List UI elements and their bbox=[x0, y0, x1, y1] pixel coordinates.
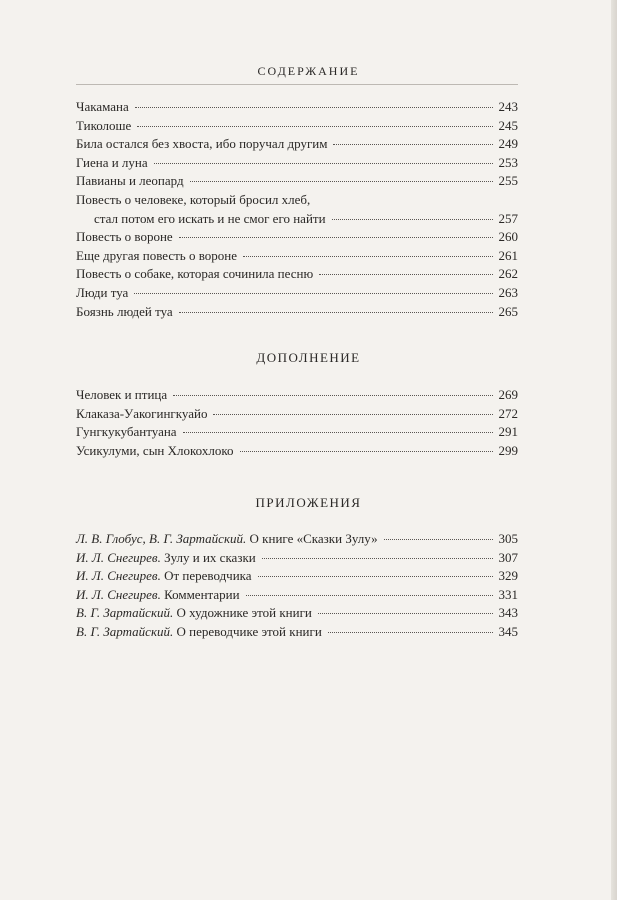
toc-entry-title: Усикулуми, сын Хлокохлоко bbox=[76, 442, 234, 458]
toc-entry-title bbox=[76, 586, 240, 605]
toc-entry-page: 343 bbox=[498, 605, 518, 621]
dot-leader bbox=[258, 576, 493, 577]
toc-entry[interactable] bbox=[76, 442, 518, 461]
dot-leader bbox=[154, 163, 493, 164]
dot-leader bbox=[173, 395, 492, 396]
toc-entry-title: Гунгкукубантуана bbox=[76, 424, 177, 440]
toc-entry-page: 262 bbox=[498, 266, 518, 282]
toc-entry-page: 249 bbox=[498, 136, 518, 152]
toc-entry-page: 261 bbox=[498, 247, 518, 263]
dot-leader bbox=[262, 558, 493, 559]
section-heading-appendices: ПРИЛОЖЕНИЯ bbox=[255, 495, 362, 510]
toc-entry[interactable] bbox=[76, 284, 518, 303]
dot-leader bbox=[134, 293, 492, 294]
toc-entry-title bbox=[76, 623, 322, 642]
section-heading-supplement: ДОПОЛНЕНИЕ bbox=[256, 350, 361, 365]
dot-leader bbox=[135, 107, 493, 108]
toc-entry-title: Повесть о собаке, которая сочинила песню bbox=[76, 266, 314, 282]
toc-entry-page: 329 bbox=[498, 568, 518, 584]
toc-entry-author: И. Л. Снегирев. bbox=[76, 568, 161, 584]
toc-entry-title: Била остался без хвоста, ибо поручал другим bbox=[76, 136, 328, 152]
toc-entry[interactable] bbox=[76, 135, 518, 154]
toc-entry-title: Боязнь людей туа bbox=[76, 303, 173, 319]
toc-entry-page: 272 bbox=[498, 405, 518, 421]
toc-entry-page: 307 bbox=[498, 549, 518, 565]
toc-entry-title: Клаказа-Уакогингкуайо bbox=[76, 405, 208, 421]
toc-entry-title bbox=[76, 549, 256, 568]
dot-leader bbox=[246, 595, 493, 596]
dot-leader bbox=[318, 613, 493, 614]
toc-entry[interactable] bbox=[76, 247, 518, 266]
dot-leader bbox=[179, 237, 493, 238]
dot-leader bbox=[243, 256, 492, 257]
toc-entry[interactable] bbox=[76, 228, 518, 247]
toc-entry[interactable] bbox=[76, 623, 518, 642]
dot-leader bbox=[332, 219, 493, 220]
toc-entry-title-line1: Повесть о человеке, который бросил хлеб, bbox=[76, 191, 311, 207]
toc-entry[interactable] bbox=[76, 530, 518, 549]
toc-entry-author: И. Л. Снегирев. bbox=[76, 586, 161, 602]
toc-entry-title-line2: стал потом его искать и не смог его найти bbox=[94, 210, 326, 226]
dot-leader bbox=[137, 126, 492, 127]
toc-entry-page: 243 bbox=[498, 99, 518, 114]
toc-entry[interactable] bbox=[76, 154, 518, 173]
toc-main-list bbox=[76, 98, 518, 321]
header-rule bbox=[76, 84, 518, 85]
dot-leader bbox=[328, 632, 493, 633]
toc-entry[interactable] bbox=[76, 265, 518, 284]
toc-entry-page: 253 bbox=[498, 154, 518, 170]
toc-entry-page: 255 bbox=[498, 173, 518, 189]
toc-entry-page: 331 bbox=[498, 586, 518, 602]
dot-leader bbox=[333, 144, 492, 145]
dot-leader bbox=[384, 539, 493, 540]
toc-entry[interactable] bbox=[76, 98, 518, 117]
toc-entry-author: И. Л. Снегирев. bbox=[76, 549, 161, 565]
page-edge bbox=[611, 0, 617, 900]
toc-entry[interactable] bbox=[76, 567, 518, 586]
toc-entry-title bbox=[76, 530, 378, 549]
toc-entry-title: Еще другая повесть о вороне bbox=[76, 247, 238, 263]
dot-leader bbox=[179, 312, 493, 313]
toc-entry-title-text: О переводчике этой книги bbox=[176, 623, 322, 639]
toc-entry[interactable] bbox=[76, 117, 518, 136]
toc-entry-title-text: Комментарии bbox=[164, 586, 240, 602]
dot-leader bbox=[213, 414, 492, 415]
toc-entry-continuation[interactable] bbox=[76, 210, 518, 229]
dot-leader bbox=[240, 451, 493, 452]
toc-entry-title-text: О художнике этой книги bbox=[176, 605, 312, 621]
toc-entry[interactable] bbox=[76, 549, 518, 568]
toc-entry-author: В. Г. Зартайский. bbox=[76, 605, 174, 621]
toc-entry-title: Люди туа bbox=[76, 284, 129, 300]
toc-entry-page: 299 bbox=[498, 442, 518, 458]
toc-entry-page: 260 bbox=[498, 229, 518, 245]
dot-leader bbox=[190, 181, 493, 182]
toc-entry-page: 245 bbox=[498, 117, 518, 133]
toc-entry-page: 265 bbox=[498, 303, 518, 319]
toc-entry-author: Л. В. Глобус, В. Г. Зартайский. bbox=[76, 531, 247, 546]
toc-entry-page: 345 bbox=[498, 623, 518, 639]
dot-leader bbox=[319, 274, 492, 275]
toc-entry-title-text: От переводчика bbox=[164, 568, 252, 584]
toc-entry[interactable] bbox=[76, 423, 518, 442]
dot-leader bbox=[183, 432, 493, 433]
toc-entry-page: 269 bbox=[498, 387, 518, 402]
toc-entry[interactable] bbox=[76, 604, 518, 623]
running-head: СОДЕРЖАНИЕ bbox=[257, 64, 360, 78]
toc-entry[interactable] bbox=[76, 172, 518, 191]
toc-entry[interactable] bbox=[76, 586, 518, 605]
toc-entry-title bbox=[76, 604, 312, 623]
toc-entry-title: Человек и птица bbox=[76, 387, 168, 402]
toc-entry-first-line[interactable] bbox=[76, 191, 518, 210]
toc-entry-page: 263 bbox=[498, 284, 518, 300]
toc-entry-title: Тиколоше bbox=[76, 117, 132, 133]
toc-entry-author: В. Г. Зартайский. bbox=[76, 623, 174, 639]
toc-entry-title: Чакамана bbox=[76, 99, 129, 114]
toc-entry-title: Повесть о вороне bbox=[76, 229, 173, 245]
toc-entry[interactable] bbox=[76, 303, 518, 322]
toc-entry-title: Гиена и луна bbox=[76, 154, 148, 170]
toc-entry-title-text: Зулу и их сказки bbox=[164, 549, 256, 565]
toc-supplement-list bbox=[76, 386, 518, 460]
toc-appendices-list bbox=[76, 530, 518, 642]
toc-entry-page: 305 bbox=[498, 531, 518, 546]
toc-entry-page: 257 bbox=[498, 210, 518, 226]
toc-entry[interactable] bbox=[76, 386, 518, 405]
toc-entry-page: 291 bbox=[498, 424, 518, 440]
toc-entry-title: Павианы и леопард bbox=[76, 173, 184, 189]
toc-entry-title bbox=[76, 567, 252, 586]
toc-entry[interactable] bbox=[76, 405, 518, 424]
toc-entry-title-text: О книге «Сказки Зулу» bbox=[249, 531, 378, 546]
